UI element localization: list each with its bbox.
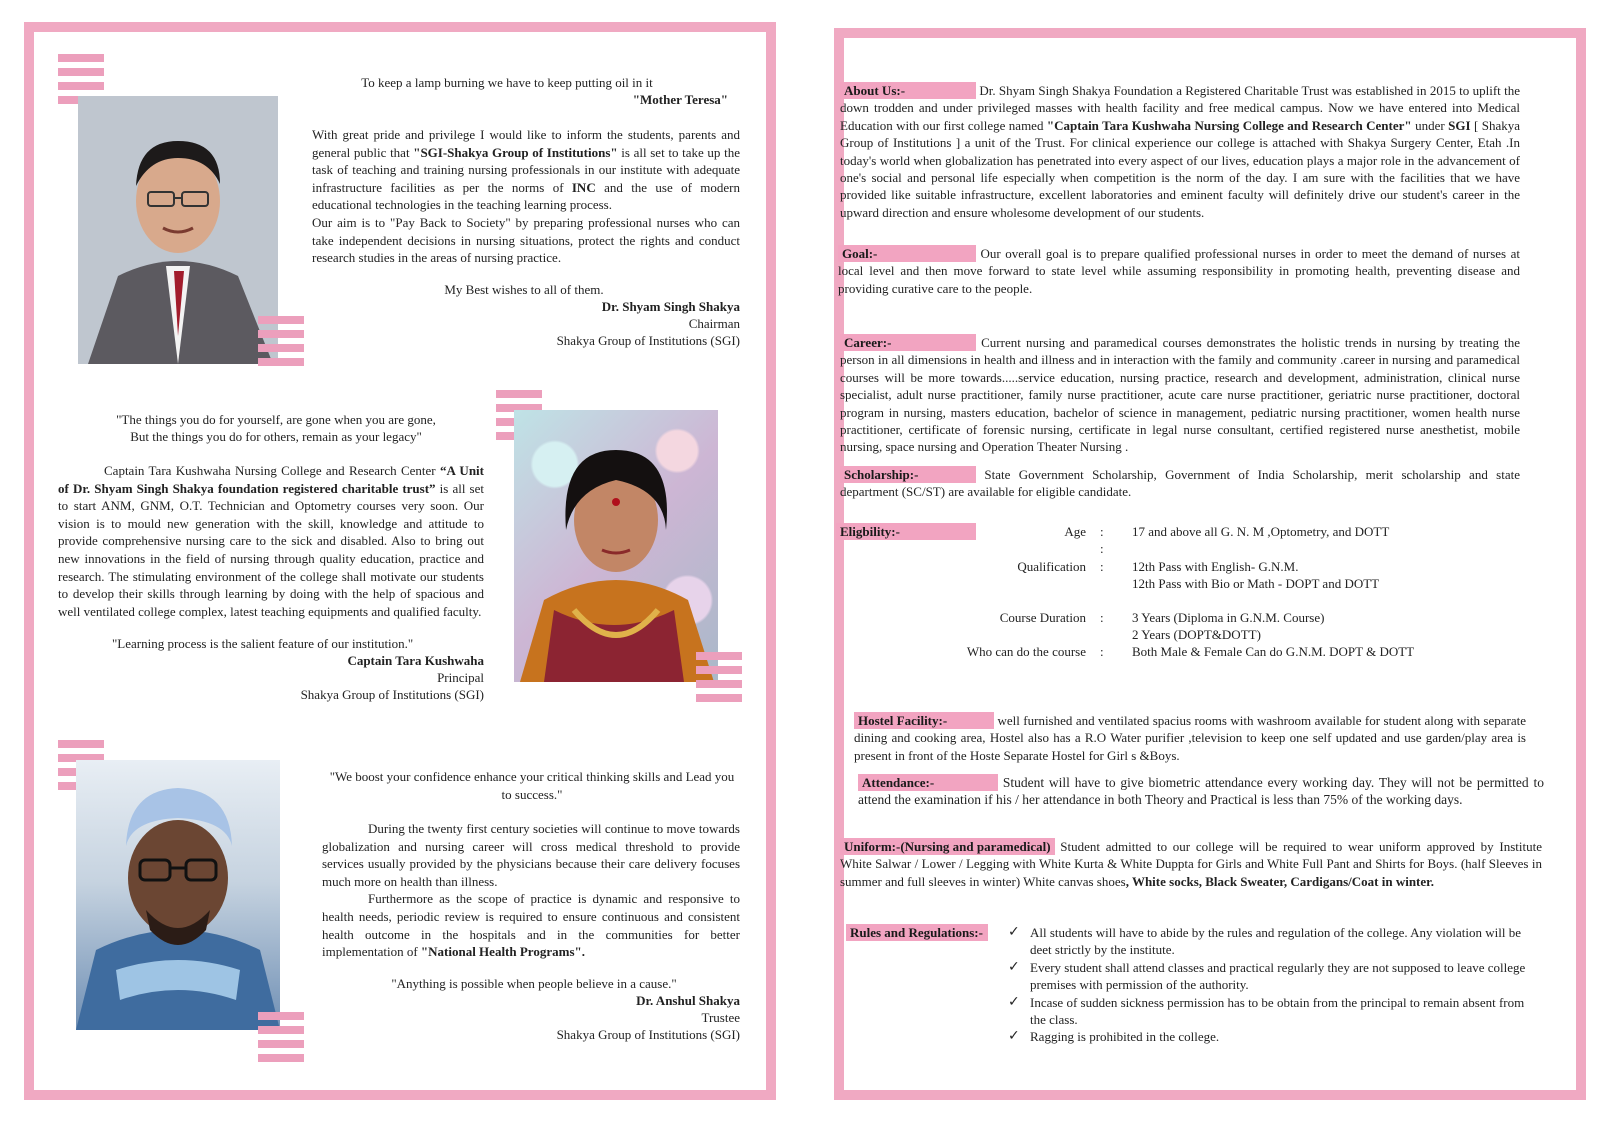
chairman-title: Chairman bbox=[688, 316, 740, 331]
principal-message: Captain Tara Kushwaha Nursing College and Research Center “A Unit of Dr. Shyam Singh Shakya foundation registered charitable trust” is all set to start ANM, GNM, O.T. Technician and Optometry courses very soon. Our vision is to mould new generation with the skill, knowledge and attitude to provide comprehensive nursing care to the sick and disabled. Also to bring out new innovations in the field of nursing through quality education, practice and research. The stimulating environment of the college shall motivate our students to develop their skills through learning by doing with the help of spacious and well ventilated college complex, latest teaching equipments and qualified faculty. bbox=[58, 463, 485, 619]
rule-item: ✓ Ragging is prohibited in the college. bbox=[1008, 1028, 1220, 1045]
eligibility-row bbox=[954, 593, 1414, 644]
principal-quote-line1: "The things you do for yourself, are gone when you are gone, bbox=[116, 412, 436, 427]
decor-stripes bbox=[696, 652, 742, 708]
decor-stripes bbox=[258, 316, 304, 372]
chairman-name: Dr. Shyam Singh Shakya bbox=[601, 299, 740, 314]
eligibility-key: Qualification bbox=[1017, 558, 1086, 574]
eligibility-value bbox=[1132, 540, 1414, 557]
eligibility-sep: : bbox=[1100, 524, 1104, 539]
scholarship-label: Scholarship:- bbox=[840, 466, 976, 483]
chairman-aim: Our aim is to "Pay Back to Society" by preparing professional nurses who can take independent decisions in nursing situations, protect the rights and conduct research studies in the areas of nursing practice. bbox=[312, 214, 740, 266]
trustee-message bbox=[322, 820, 740, 961]
about-section: About Us:- Dr. Shyam Singh Shakya Foundation a Registered Charitable Trust was established in 2015 to uplift the down trodden and under privileged masses with health facility and free medical campus. Now we have entered into Medical Education with our first college named "Captain Tara Kushwaha Nursing College and Research Center" under SGI [ Shakya Group of Institutions ] a unit of the Trust. For clinical experience our college is attached with Shakya Surgery Center, Etah .In today's world when globalization has penetrated into every aspect of our lives, education plays a major role in the advancement of one's social and personal life especially when competition is the norm of the day. I am sure with the facilities that we have provided like suitable infrastructure, excellent laboratories and eminent faculty will definitely drive our student's career in the upward direction and ensure wholesome development of our students. bbox=[840, 83, 1521, 220]
principal-photo bbox=[514, 410, 718, 682]
career-section: Career:- Current nursing and paramedical courses demonstrates the holistic trends in nursing by treating the person in all dimensions in health and illness and in interaction with the family and community .career in nursing and paramedical courses will be more towards.....service education, nursing practice, research and development, administration, clinical nurse specialist, adult nurse practitioner, family nurse practitioner, acute care nurse practitioner, geriatric nurse practitioner, doctoral program in nursing, masters education, bachelor of science in management, pediatric nursing practitioner, women health nurse practitioner, certificate of forensic nursing, certificate in legal nurse consultant, certified registered nurse anesthetist, mobile nursing, space nursing and Operation Theater Nursing . bbox=[840, 335, 1521, 455]
rules-list bbox=[1008, 924, 1528, 1046]
eligibility-sep: : bbox=[1100, 558, 1104, 574]
check-icon: ✓ bbox=[1008, 924, 1020, 940]
principal-name: Captain Tara Kushwaha bbox=[347, 653, 484, 668]
eligibility-sep: : bbox=[1100, 609, 1104, 625]
goal-label: Goal:- bbox=[838, 245, 976, 262]
quote-author: "Mother Teresa" bbox=[632, 92, 728, 107]
left-page bbox=[24, 22, 776, 1100]
trustee-closing: "Anything is possible when people believe in a cause." bbox=[391, 976, 677, 991]
goal-section: Goal:- Our overall goal is to prepare qualified professional nurses in order to meet the demand of nurses at local level and then move forward to state level while assuming responsibility in promoting health, preventing disease and providing curative care to the people. bbox=[838, 246, 1520, 296]
eligibility-value: Both Male & Female Can do G.N.M. DOPT & DOTT bbox=[1132, 644, 1415, 660]
chairman-wishes: My Best wishes to all of them. bbox=[444, 282, 604, 297]
trustee-para-2: Furthermore as the scope of practice is dynamic and responsive to health needs, periodic review is required to ensure continuous and consistent health outcome in the hospitals and in the communities for better implementation of "National Health Programs". bbox=[322, 891, 740, 960]
trustee-quote: "We boost your confidence enhance your critical thinking skills and Lead you to success." bbox=[329, 769, 735, 802]
attendance-section: Attendance:- Student will have to give biometric attendance every working day. They will not be permitted to attend the examination if his / her attendance in both Theory and Practical is less than 75% of the working days. bbox=[858, 775, 1544, 808]
eligibility-value: 12th Pass with English- G.N.M. 12th Pass with Bio or Math - DOPT and DOTT bbox=[1132, 558, 1380, 592]
rules-label: Rules and Regulations:- bbox=[846, 924, 988, 941]
eligibility-table bbox=[954, 523, 1414, 661]
uniform-label: Uniform:-(Nursing and paramedical) bbox=[840, 838, 1055, 855]
right-page bbox=[834, 28, 1586, 1100]
attendance-label: Attendance:- bbox=[858, 774, 998, 791]
career-label: Career:- bbox=[840, 334, 976, 351]
chairman-org: Shakya Group of Institutions (SGI) bbox=[556, 333, 740, 348]
trustee-para-1: During the twenty first century societies will continue to move towards globalization and nursing career will cross medical threshold to provide services usually provided by the physicians because their care delivery focuses much more on health than illness. bbox=[322, 821, 740, 889]
eligibility-sep: : bbox=[1100, 541, 1104, 557]
principal-title: Principal bbox=[437, 670, 484, 685]
eligibility-key: Course Duration bbox=[999, 609, 1086, 625]
chairman-photo bbox=[78, 96, 278, 364]
uniform-section: Uniform:-(Nursing and paramedical) Student admitted to our college will be required to wear uniform approved by Institute White Salwar / Lower / Legging with White Kurta & White Duppta for Girls and White Full Pant and Shirts for Boys. (half Sleeves in summer and full sleeves in winter) White canvas shoes, White socks, Black Sweater, Cardigans/Coat in winter. bbox=[840, 839, 1542, 889]
rule-item: ✓ All students will have to abide by the rules and regulation of the college. Any violation will be deet strictly by the institute. bbox=[1008, 924, 1522, 958]
scholarship-section: Scholarship:- State Government Scholarship, Government of India Scholarship, merit scholarship and state department (SC/ST) are available for eligible candidate. bbox=[840, 467, 1521, 500]
rule-item: ✓ Incase of sudden sickness permission has to be obtain from the principal to remain absent from the class. bbox=[1008, 993, 1525, 1028]
chairman-quote: To keep a lamp burning we have to keep putting oil in it bbox=[361, 75, 653, 90]
eligibility-value: 17 and above all G. N. M ,Optometry, and DOTT bbox=[1132, 524, 1390, 539]
principal-quote-line2: But the things you do for others, remain as your legacy" bbox=[130, 429, 422, 444]
chairman-message: With great pride and privilege I would like to inform the students, parents and general public that "SGI-Shakya Group of Institutions" is all set to take up the task of teaching and training nursing professionals in our institute with adequate infrastructure facilities as per the norms of INC and the use of modern educational technologies in the teaching learning process. Our aim is to "Pay Back to Society" by preparing professional nurses who can take independent decisions in nursing situations, protect the rights and conduct research studies in the areas of nursing practice. bbox=[312, 127, 740, 266]
check-icon: ✓ bbox=[1008, 1028, 1020, 1045]
check-icon: ✓ bbox=[1008, 993, 1020, 1010]
eligibility-row bbox=[954, 558, 1414, 593]
eligibility-row bbox=[954, 523, 1414, 540]
eligibility-label: Eligbility:- bbox=[836, 523, 976, 540]
eligibility-key: Age bbox=[1064, 524, 1086, 539]
eligibility-key bbox=[954, 540, 1100, 557]
eligibility-value: 3 Years (Diploma in G.N.M. Course) 2 Years (DOPT&DOTT) bbox=[1132, 609, 1325, 643]
hostel-label: Hostel Facility:- bbox=[854, 712, 994, 729]
eligibility-row bbox=[954, 643, 1414, 660]
check-icon: ✓ bbox=[1008, 958, 1020, 975]
hostel-section: Hostel Facility:- well furnished and ventilated spacius rooms with washroom available for student along with separate dining and cooking area, Hostel also has a R.O Water purifier ,television to keep one self updated and use garden/play area is present in front of the Hoste Separate Hostel for Girl s &Boys. bbox=[854, 713, 1527, 763]
trustee-title: Trustee bbox=[701, 1010, 740, 1025]
trustee-org: Shakya Group of Institutions (SGI) bbox=[556, 1027, 740, 1042]
eligibility-row bbox=[954, 540, 1414, 557]
principal-closing: "Learning process is the salient feature of our institution." bbox=[112, 636, 414, 651]
trustee-name: Dr. Anshul Shakya bbox=[636, 993, 740, 1008]
eligibility-sep: : bbox=[1100, 644, 1104, 660]
trustee-photo bbox=[76, 760, 280, 1030]
about-label: About Us:- bbox=[840, 82, 976, 99]
eligibility-key: Who can do the course bbox=[966, 644, 1086, 660]
decor-stripes bbox=[258, 1012, 304, 1068]
rule-item: ✓ Every student shall attend classes and practical regularly they are not supposed to leave college premises with permission of the authority. bbox=[1008, 958, 1526, 993]
principal-org: Shakya Group of Institutions (SGI) bbox=[300, 687, 484, 702]
